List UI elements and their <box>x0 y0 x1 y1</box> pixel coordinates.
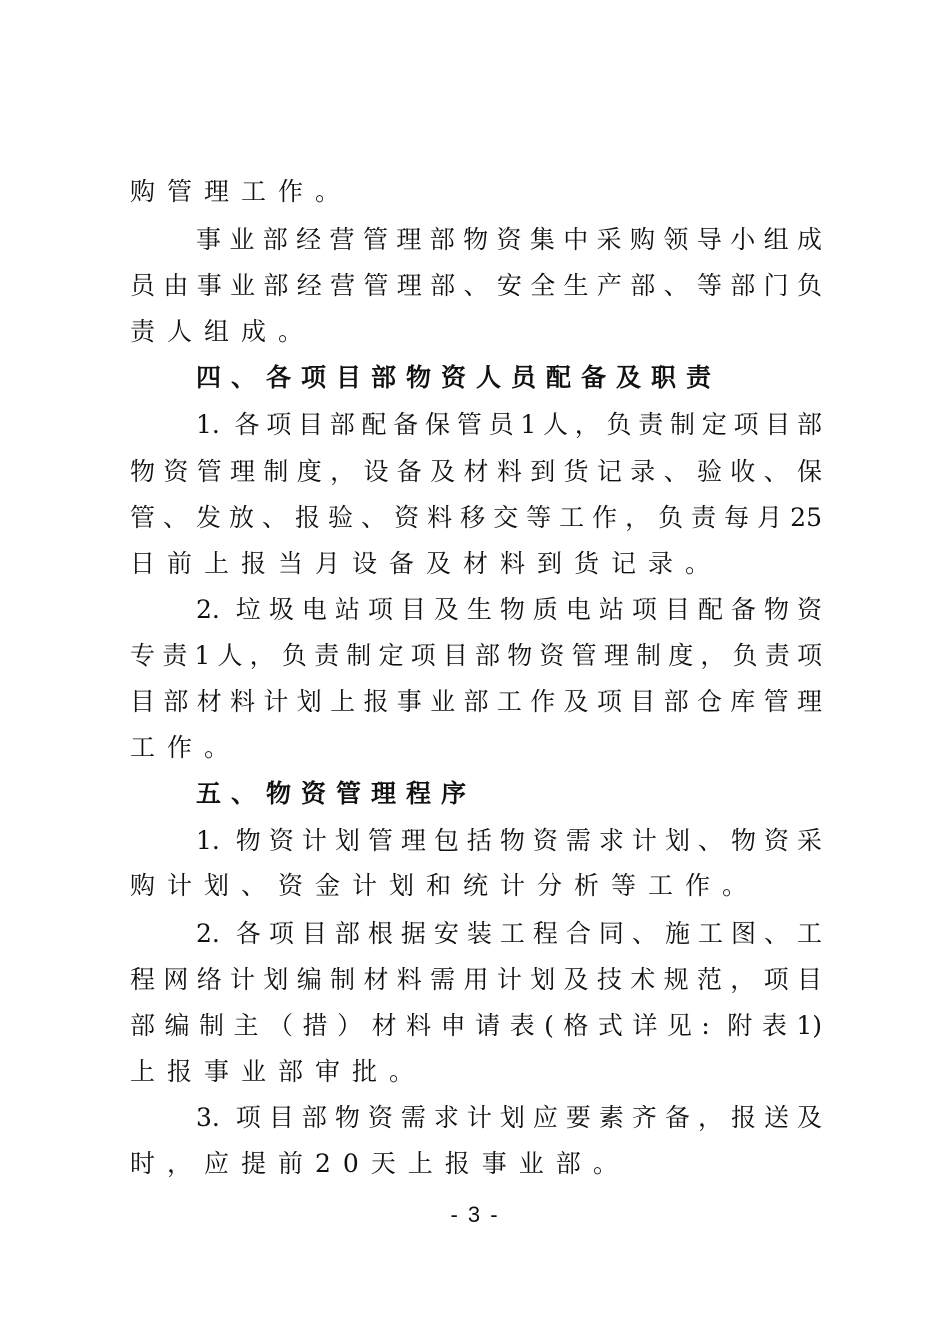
paragraph-line: 责人组成。 <box>130 317 316 346</box>
section-heading: 五、物资管理程序 <box>196 779 477 808</box>
paragraph-line: 部编制主（措）材料申请表(格式详见: 附表1) <box>130 1011 822 1040</box>
paragraph-line: 工作。 <box>130 733 242 762</box>
paragraph-line: 上报事业部审批。 <box>130 1057 427 1086</box>
paragraph-line: 2. 各项目部根据安装工程合同、施工图、工 <box>196 919 822 948</box>
paragraph-line: 2. 垃圾电站项目及生物质电站项目配备物资 <box>196 595 822 624</box>
paragraph-line: 购管理工作。 <box>130 177 353 206</box>
page-number: - 3 - <box>450 1202 500 1227</box>
paragraph-line: 3. 项目部物资需求计划应要素齐备，报送及 <box>196 1103 822 1132</box>
paragraph-line: 员由事业部经营管理部、安全生产部、等部门负 <box>130 271 822 300</box>
paragraph-line: 程网络计划编制材料需用计划及技术规范，项目 <box>130 965 822 994</box>
paragraph-line: 1. 各项目部配备保管员1人，负责制定项目部 <box>196 410 822 439</box>
section-heading: 四、各项目部物资人员配备及职责 <box>196 363 722 392</box>
paragraph-line: 管、发放、报验、资料移交等工作，负责每月25 <box>130 503 822 532</box>
paragraph-line: 专责1人，负责制定项目部物资管理制度，负责项 <box>130 641 822 670</box>
paragraph-line: 事业部经营管理部物资集中采购领导小组成 <box>196 225 822 254</box>
paragraph-line: 目部材料计划上报事业部工作及项目部仓库管理 <box>130 687 822 716</box>
paragraph-line: 1. 物资计划管理包括物资需求计划、物资采 <box>196 826 822 855</box>
paragraph-line: 日前上报当月设备及材料到货记录。 <box>130 549 723 578</box>
paragraph-line: 购计划、资金计划和统计分析等工作。 <box>130 871 760 900</box>
paragraph-line: 时，应提前20天上报事业部。 <box>130 1149 630 1178</box>
paragraph-line: 物资管理制度，设备及材料到货记录、验收、保 <box>130 457 822 486</box>
